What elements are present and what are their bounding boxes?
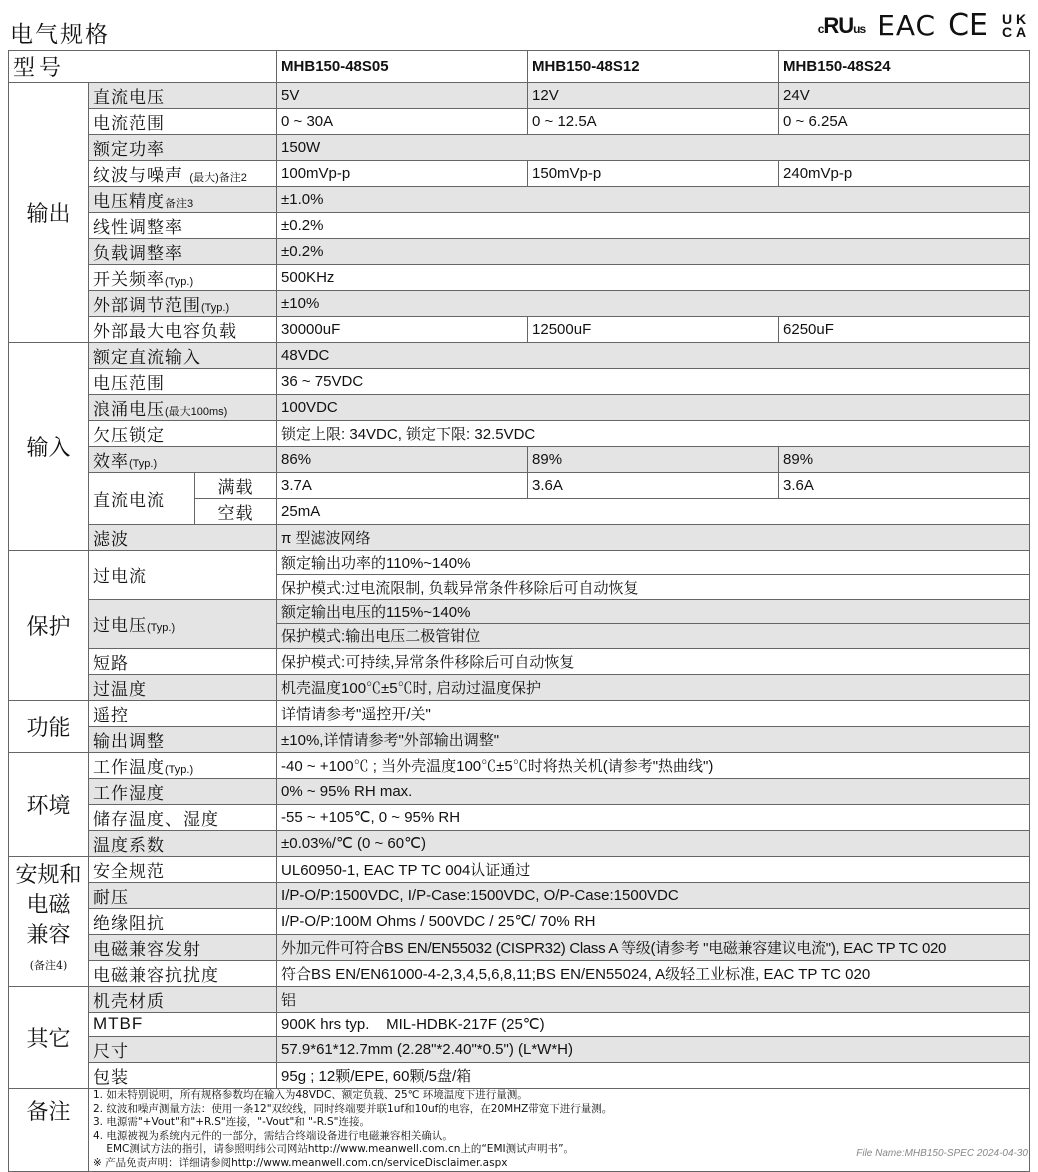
table-row bbox=[9, 882, 1030, 908]
row-label: 滤波 bbox=[89, 525, 277, 551]
cell-value: 12500uF bbox=[528, 317, 779, 343]
table-row bbox=[9, 83, 1030, 109]
cell-value: ±0.2% bbox=[277, 239, 1030, 265]
note-line: 1. 如未特别说明，所有规格参数均在输入为48VDC、额定负载、25℃ 环境温度下进行量测。 bbox=[93, 1088, 528, 1101]
model-label: 型号 bbox=[9, 51, 277, 83]
table-row bbox=[9, 291, 1030, 317]
sub-label: 满载 bbox=[195, 473, 277, 499]
cell-value: 外加元件可符合BS EN/EN55032 (CISPR32) Class A 等级(请参考 "电磁兼容建议电流"), EAC TP TC 020 bbox=[277, 934, 1030, 960]
category-others: 其它 bbox=[9, 986, 89, 1088]
row-label: 尺寸 bbox=[89, 1036, 277, 1062]
row-label: 电压范围 bbox=[89, 369, 277, 395]
cell-value: 5V bbox=[277, 83, 528, 109]
cell-value: 12V bbox=[528, 83, 779, 109]
row-label: 额定直流输入 bbox=[89, 343, 277, 369]
table-row bbox=[9, 161, 1030, 187]
cell-value: 95g ; 12颗/EPE, 60颗/5盘/箱 bbox=[277, 1062, 1030, 1088]
cell-value: π 型滤波网络 bbox=[277, 525, 1030, 551]
table-row bbox=[9, 960, 1030, 986]
table-row bbox=[9, 187, 1030, 213]
table-row bbox=[9, 986, 1030, 1012]
table-row bbox=[9, 447, 1030, 473]
row-label: 线性调整率 bbox=[89, 213, 277, 239]
table-row bbox=[9, 804, 1030, 830]
category-protection: 保护 bbox=[9, 551, 89, 701]
cell-value: UL60950-1, EAC TP TC 004认证通过 bbox=[277, 856, 1030, 882]
cell-value: ±0.2% bbox=[277, 213, 1030, 239]
row-label: 过温度 bbox=[89, 674, 277, 700]
table-row bbox=[9, 239, 1030, 265]
cell-value: 保护模式:输出电压二极管钳位 bbox=[277, 624, 1030, 648]
cell-value: 30000uF bbox=[277, 317, 528, 343]
table-row bbox=[9, 109, 1030, 135]
cell-value: 500KHz bbox=[277, 265, 1030, 291]
row-label: 额定功率 bbox=[89, 135, 277, 161]
row-label: 工作温度(Typ.) bbox=[89, 752, 277, 778]
row-label: 耐压 bbox=[89, 882, 277, 908]
table-row bbox=[9, 317, 1030, 343]
cell-value: I/P-O/P:100M Ohms / 500VDC / 25℃/ 70% RH bbox=[277, 908, 1030, 934]
cell-value: 3.6A bbox=[779, 473, 1030, 499]
row-label: 电磁兼容抗扰度 bbox=[89, 960, 277, 986]
cell-value: 900K hrs typ. MIL-HDBK-217F (25℃) bbox=[277, 1012, 1030, 1036]
ce-logo: CE bbox=[948, 8, 988, 43]
row-label: 遥控 bbox=[89, 700, 277, 726]
row-label: 外部调节范围(Typ.) bbox=[89, 291, 277, 317]
cell-value: 0 ~ 6.25A bbox=[779, 109, 1030, 135]
table-row bbox=[9, 908, 1030, 934]
category-safety-emc: 安规和 电磁 兼容 (备注4) bbox=[9, 856, 89, 986]
category-input: 输入 bbox=[9, 343, 89, 551]
category-environment: 环境 bbox=[9, 752, 89, 856]
sub-label: 空载 bbox=[195, 499, 277, 525]
cell-value: 89% bbox=[779, 447, 1030, 473]
cell-value: ±0.03%/℃ (0 ~ 60℃) bbox=[277, 830, 1030, 856]
row-label: 效率(Typ.) bbox=[89, 447, 277, 473]
row-label: 电流范围 bbox=[89, 109, 277, 135]
cell-value: 240mVp-p bbox=[779, 161, 1030, 187]
model-name: MHB150-48S05 bbox=[277, 51, 528, 83]
table-row bbox=[9, 1012, 1030, 1036]
table-row bbox=[9, 648, 1030, 674]
cell-value: 6250uF bbox=[779, 317, 1030, 343]
table-row bbox=[9, 934, 1030, 960]
cell-value: 86% bbox=[277, 447, 528, 473]
note-line: 3. 电源需"+Vout"和"+R.S"连接，"-Vout"和 "-R.S"连接。 bbox=[93, 1116, 370, 1129]
row-label: 纹波与噪声 (最大)备注2 bbox=[89, 161, 277, 187]
row-label: 输出调整 bbox=[89, 726, 277, 752]
cell-value: 0% ~ 95% RH max. bbox=[277, 778, 1030, 804]
table-row bbox=[9, 1062, 1030, 1088]
cell-value: ±10% bbox=[277, 291, 1030, 317]
table-row bbox=[9, 551, 1030, 575]
cell-value: 100mVp-p bbox=[277, 161, 528, 187]
cell-value: 符合BS EN/EN61000-4-2,3,4,5,6,8,11;BS EN/EN55024, A级轻工业标准, EAC TP TC 020 bbox=[277, 960, 1030, 986]
page-title: 电气规格 bbox=[10, 22, 110, 48]
note-line: 2. 纹波和噪声测量方法：使用一条12"双绞线，同时终端要并联1uf和10uf的电容，在20MHZ带宽下进行量测。 bbox=[93, 1102, 613, 1115]
model-name: MHB150-48S12 bbox=[528, 51, 779, 83]
cell-value: 3.6A bbox=[528, 473, 779, 499]
table-row bbox=[9, 369, 1030, 395]
table-row bbox=[9, 700, 1030, 726]
cell-value: 150W bbox=[277, 135, 1030, 161]
table-row bbox=[9, 421, 1030, 447]
row-label: 绝缘阻抗 bbox=[89, 908, 277, 934]
file-name-footer: File Name:MHB150-SPEC 2024-04-30 bbox=[856, 1148, 1028, 1159]
eac-logo: EAC bbox=[877, 9, 937, 42]
cell-value: -55 ~ +105℃, 0 ~ 95% RH bbox=[277, 804, 1030, 830]
row-label: 负载调整率 bbox=[89, 239, 277, 265]
cell-value: 25mA bbox=[277, 499, 1030, 525]
note-line: 4. 电源被视为系统内元件的一部分，需结合终端设备进行电磁兼容相关确认。 bbox=[93, 1129, 453, 1142]
table-row bbox=[9, 752, 1030, 778]
cell-value: -40 ~ +100℃ ; 当外壳温度100℃±5℃时将热关机(请参考"热曲线") bbox=[277, 752, 1030, 778]
cell-value: 57.9*61*12.7mm (2.28"*2.40"*0.5") (L*W*H) bbox=[277, 1036, 1030, 1062]
cell-value: 48VDC bbox=[277, 343, 1030, 369]
row-label: 机壳材质 bbox=[89, 986, 277, 1012]
cell-value: ±10%,详情请参考"外部输出调整" bbox=[277, 726, 1030, 752]
row-label: 浪涌电压(最大100ms) bbox=[89, 395, 277, 421]
category-notes: 备注 bbox=[9, 1088, 89, 1171]
row-label: 外部最大电容负载 bbox=[89, 317, 277, 343]
row-label: 安全规范 bbox=[89, 856, 277, 882]
table-row bbox=[9, 525, 1030, 551]
row-label: 电压精度备注3 bbox=[89, 187, 277, 213]
cell-value: 铝 bbox=[277, 986, 1030, 1012]
table-row bbox=[9, 135, 1030, 161]
table-row bbox=[9, 213, 1030, 239]
table-row bbox=[9, 830, 1030, 856]
cell-value: 36 ~ 75VDC bbox=[277, 369, 1030, 395]
cell-value: 保护模式:过电流限制, 负载异常条件移除后可自动恢复 bbox=[277, 575, 1030, 599]
table-row bbox=[9, 778, 1030, 804]
cell-value: 机壳温度100℃±5℃时, 启动过温度保护 bbox=[277, 674, 1030, 700]
cell-value: 24V bbox=[779, 83, 1030, 109]
table-row bbox=[9, 674, 1030, 700]
table-row bbox=[9, 856, 1030, 882]
row-label: 直流电流 bbox=[89, 473, 195, 525]
row-label: 直流电压 bbox=[89, 83, 277, 109]
cell-value: 额定输出电压的115%~140% bbox=[277, 599, 1030, 623]
cell-value: 3.7A bbox=[277, 473, 528, 499]
table-row bbox=[9, 343, 1030, 369]
row-label: MTBF bbox=[89, 1012, 277, 1036]
cell-value: 保护模式:可持续,异常条件移除后可自动恢复 bbox=[277, 648, 1030, 674]
cell-value: ±1.0% bbox=[277, 187, 1030, 213]
row-label: 过电压(Typ.) bbox=[89, 599, 277, 648]
cell-value: 89% bbox=[528, 447, 779, 473]
model-name: MHB150-48S24 bbox=[779, 51, 1030, 83]
cell-value: 150mVp-p bbox=[528, 161, 779, 187]
table-row bbox=[9, 265, 1030, 291]
category-output: 输出 bbox=[9, 83, 89, 343]
cell-value: 额定输出功率的110%~140% bbox=[277, 551, 1030, 575]
row-label: 短路 bbox=[89, 648, 277, 674]
cell-value: 0 ~ 12.5A bbox=[528, 109, 779, 135]
cell-value: 0 ~ 30A bbox=[277, 109, 528, 135]
cell-value: 锁定上限: 34VDC, 锁定下限: 32.5VDC bbox=[277, 421, 1030, 447]
ul-logo: cRUus bbox=[817, 12, 866, 38]
table-row bbox=[9, 726, 1030, 752]
table-row bbox=[9, 395, 1030, 421]
cell-value: I/P-O/P:1500VDC, I/P-Case:1500VDC, O/P-Case:1500VDC bbox=[277, 882, 1030, 908]
row-label: 温度系数 bbox=[89, 830, 277, 856]
table-row bbox=[9, 599, 1030, 623]
cell-value: 详情请参考"遥控开/关" bbox=[277, 700, 1030, 726]
model-row bbox=[9, 51, 1030, 83]
certification-logos bbox=[818, 8, 1028, 43]
row-label: 过电流 bbox=[89, 551, 277, 600]
row-label: 电磁兼容发射 bbox=[89, 934, 277, 960]
row-label: 欠压锁定 bbox=[89, 421, 277, 447]
category-function: 功能 bbox=[9, 700, 89, 752]
note-line: EMC测试方法的指引，请参照明纬公司网站http://www.meanwell.com.cn上的“EMI测试声明书”。 bbox=[93, 1143, 575, 1156]
table-row bbox=[9, 1036, 1030, 1062]
row-label: 开关频率(Typ.) bbox=[89, 265, 277, 291]
row-label: 储存温度、湿度 bbox=[89, 804, 277, 830]
row-label: 包装 bbox=[89, 1062, 277, 1088]
ukca-logo: U K C A bbox=[1001, 10, 1027, 40]
table-row bbox=[9, 473, 1030, 499]
note-line: ※ 产品免责声明：详细请参阅http://www.meanwell.com.cn/serviceDisclaimer.aspx bbox=[93, 1156, 508, 1169]
cell-value: 100VDC bbox=[277, 395, 1030, 421]
row-label: 工作湿度 bbox=[89, 778, 277, 804]
spec-table bbox=[8, 50, 1030, 1172]
